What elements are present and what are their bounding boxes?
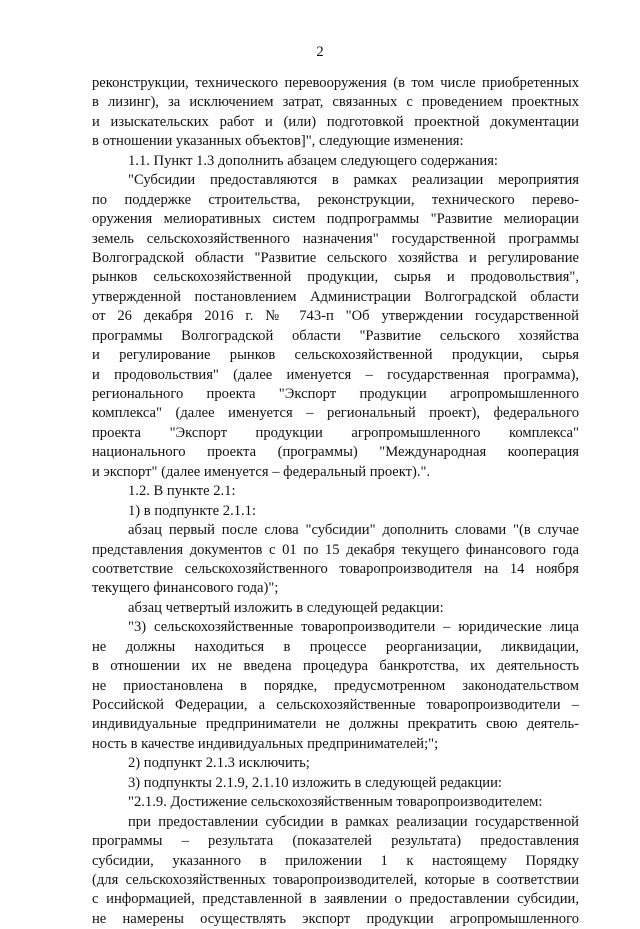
text-line: проекта "Экспорт продукции агропромышленного комплекса"	[92, 424, 579, 441]
text-line: абзац первый после слова "субсидии" дополнить словами "(в случае	[128, 522, 579, 539]
text-line: программы Волгоградской области "Развитие сельского хозяйства	[92, 327, 579, 344]
text-line: национального проекта (программы) "Международная кооперация	[92, 444, 579, 461]
text-line: регионального проекта "Экспорт продукции агропромышленного	[92, 386, 579, 402]
text-line: "3) сельскохозяйственные товаропроизводители – юридические лица	[128, 619, 579, 636]
text-line: при предоставлении субсидии в рамках реализации государственной	[128, 813, 579, 830]
text-line: не должны находиться в процессе реорганизации, ликвидации,	[92, 638, 579, 655]
text-line: соответствие сельскохозяйственного товаропроизводителя на 14 ноября	[92, 560, 579, 577]
text-line: и продовольствия" (далее именуется – государственная программа),	[92, 366, 579, 383]
text-line: земель сельскохозяйственного назначения" государственной программы	[92, 230, 579, 247]
text-line: и регулирование рынков сельскохозяйственной продукции, сырья	[92, 347, 579, 364]
text-line: от 26 декабря 2016 г. № 743-п "Об утверждении государственной	[92, 308, 579, 325]
text-line: и экспорт" (далее именуется – федеральный проект).".	[92, 463, 431, 480]
text-line: не намерены осуществлять экспорт продукции агропромышленного	[92, 910, 579, 927]
text-line: в лизинг), за исключением затрат, связанных с проведением проектных	[92, 94, 579, 111]
text-line: субсидии, указанного в приложении 1 к настоящему Порядку	[92, 852, 579, 869]
text-line: представления документов с 01 по 15 декабря текущего финансового года	[92, 541, 579, 558]
text-line: в отношении указанных объектов]", следующие изменения:	[92, 133, 464, 150]
text-line: 1) в подпункте 2.1.1:	[128, 502, 257, 519]
text-line: абзац четвертый изложить в следующей редакции:	[128, 599, 444, 616]
page-number: 2	[316, 44, 324, 60]
text-line: (для сельскохозяйственных товаропроизводителей, которые в соответствии	[92, 871, 579, 888]
text-line: не приостановлена в порядке, предусмотренном законодательством	[92, 677, 579, 694]
text-line: "Субсидии предоставляются в рамках реализации мероприятия	[128, 172, 579, 189]
text-line: 1.1. Пункт 1.3 дополнить абзацем следующего содержания:	[128, 152, 498, 169]
document-body	[92, 74, 579, 929]
text-line: рынков сельскохозяйственной продукции, сырья и продовольствия",	[92, 269, 579, 286]
text-line: с информацией, представленной в заявлении о предоставлении субсидии,	[92, 891, 579, 908]
text-line: 2) подпункт 2.1.3 исключить;	[128, 755, 310, 772]
text-line: 1.2. В пункте 2.1:	[128, 483, 236, 500]
text-line: утвержденной постановлением Администрации Волгоградской области	[92, 288, 579, 305]
text-line: комплекса" (далее именуется – региональный проект), федерального	[92, 405, 579, 422]
text-line: индивидуальные предприниматели не должны прекратить свою деятель-	[92, 716, 579, 733]
text-line: в отношении их не введена процедура банкротства, их деятельность	[92, 658, 579, 675]
text-line: по поддержке строительства, реконструкции, технического перево-	[92, 191, 579, 208]
text-line: ность в качестве индивидуальных предпринимателей;";	[92, 735, 439, 752]
text-line: оружения мелиоративных систем подпрограммы "Развитие мелиорации	[92, 211, 579, 228]
text-line: текущего финансового года)";	[92, 580, 279, 597]
text-line: программы – результата (показателей результата) предоставления	[92, 833, 579, 850]
text-line: 3) подпункты 2.1.9, 2.1.10 изложить в следующей редакции:	[128, 774, 502, 791]
text-line: реконструкции, технического перевооружения (в том числе приобретенных	[92, 75, 579, 91]
text-line: "2.1.9. Достижение сельскохозяйственным товаропроизводителем:	[128, 794, 543, 811]
text-line: Российской Федерации, а сельскохозяйственные товаропроизводители –	[92, 697, 579, 713]
text-line: и изыскательских работ и (или) подготовкой проектной документации	[92, 113, 579, 130]
text-line: Волгоградской области "Развитие сельского хозяйства и регулирование	[92, 249, 579, 266]
